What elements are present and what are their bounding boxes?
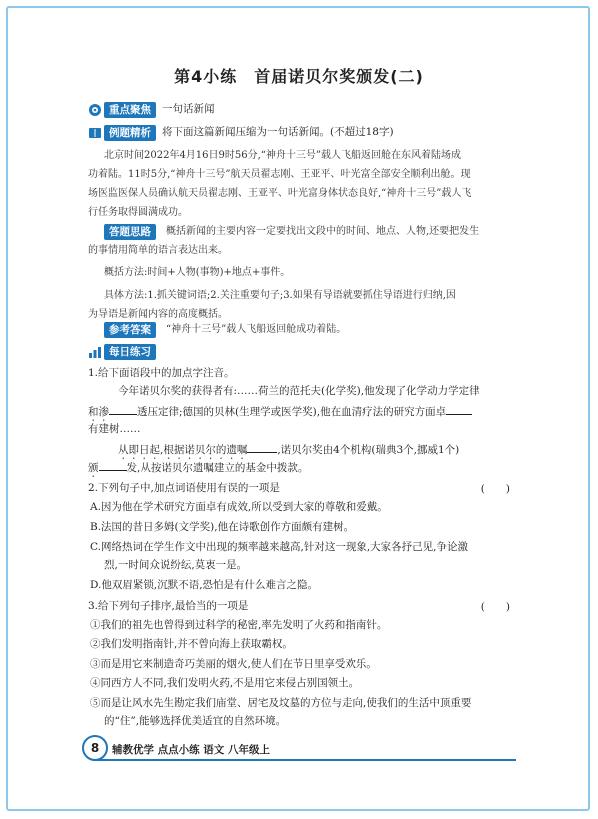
book-icon	[88, 126, 102, 140]
practice-label: 每日练习	[104, 344, 156, 360]
q2-stem: 2.下列句子中,加点词语使用有误的一项是	[88, 482, 280, 494]
q3-stem: 3.给下列句子排序,最恰当的一项是	[88, 600, 249, 612]
news-line-4: 行任务取得圆满成功。	[88, 207, 188, 218]
answer-badge	[104, 322, 156, 338]
q3-sentence-4: ④同西方人不同,我们发明火药,不是用它来侵占别国领土。	[90, 677, 360, 689]
q2-option-b: B.法国的昔日多姆(文学奖),他在诗歌创作方面颇有建树。	[90, 521, 355, 533]
approach-line-1: 概括新闻的主要内容一定要找出文段中的时间、地点、人物,还要把发生	[166, 226, 480, 237]
q1-p1-line1: 今年诺贝尔奖的获得者有:……荷兰的范托夫(化学奖),他发现了化学动力学定律	[118, 385, 480, 397]
page-title: 第4小练 首届诺贝尔奖颁发(二)	[174, 67, 424, 86]
q1-blank-2[interactable]	[446, 404, 472, 415]
page-footer	[82, 735, 522, 761]
example-badge	[88, 125, 156, 141]
q3-sentence-2: ②我们发明指南针,并不曾向海上获取霸权。	[90, 638, 293, 650]
q3-answer-paren[interactable]: ( )	[480, 601, 510, 613]
news-line-2: 功着陆。11时5分,“神舟十三号”航天员翟志刚、王亚平、叶光富全部安全顺利出舱。现	[88, 169, 471, 180]
approach-line-2: 的事情用简单的语言表达出来。	[88, 245, 228, 256]
q1-stem: 1.给下面语段中的加点字注音。	[88, 367, 235, 379]
footer-text: 辅教优学 点点小练 语文 八年级上	[112, 744, 270, 756]
answer-label: 参考答案	[104, 322, 156, 338]
example-question: 将下面这篇新闻压缩为一句话新闻。(不超过18字)	[162, 126, 394, 138]
q1-p1-line3: 有建树……	[88, 423, 141, 435]
chart-icon	[88, 345, 102, 359]
news-line-3: 场医监医保人员确认航天员翟志刚、王亚平、叶光富身体状态良好,“神舟十三号”载人飞	[88, 188, 472, 199]
q2-answer-paren[interactable]: ( )	[480, 483, 510, 495]
focus-text: 一句话新闻	[162, 103, 215, 115]
approach-line-4: 具体方法:1.抓关键词语;2.关注重要句子;3.如果有导语就要抓住导语进行归纳,因	[104, 290, 456, 301]
q2-option-d: D.他双眉紧锁,沉默不语,恐怕是有什么难言之隐。	[90, 579, 319, 591]
q3-sentence-5-line2: 的“住”,能够选择优美适宜的自然环境。	[104, 715, 287, 727]
q2-option-a: A.因为他在学术研究方面卓有成效,所以受到大家的尊敬和爱戴。	[90, 501, 388, 513]
approach-label: 答题思路	[104, 224, 156, 240]
q3-sentence-3: ③而是用它来制造奇巧美丽的烟火,使人们在节日里享受欢乐。	[90, 658, 377, 670]
q1-p2-line2: 颁 发,从按诺贝尔遗嘱建立的基金中拨款。	[88, 462, 309, 474]
answer-text: “神舟十三号”载人飞船返回舱成功着陆。	[166, 324, 347, 335]
q2-option-c-line2: 烈,一时间众说纷纭,莫衷一是。	[104, 559, 248, 571]
practice-badge	[88, 344, 156, 360]
q2-option-c-line1: C.网络热词在学生作文中出现的频率越来越高,针对这一现象,大家各抒己见,争论激	[90, 541, 469, 553]
q1-p2-line1: 从即日起,根据诺贝尔的遗嘱 ,诺贝尔奖由4个机构(瑞典3个,挪威1个)	[118, 444, 460, 456]
approach-badge	[104, 224, 156, 240]
target-icon	[88, 103, 102, 117]
q3-sentence-1: ①我们的祖先也曾得到过科学的秘密,率先发明了火药和指南针。	[90, 619, 388, 631]
approach-line-3: 概括方法:时间+人物(事物)+地点+事件。	[104, 267, 291, 278]
footer-line	[96, 759, 516, 761]
focus-label: 重点聚焦	[104, 102, 156, 118]
news-line-1: 北京时间2022年4月16日9时56分,“神舟十三号”载人飞船返回舱在东风着陆场成	[104, 150, 462, 161]
page-number: 8	[82, 735, 108, 761]
q1-blank-3[interactable]	[247, 442, 277, 453]
q1-blank-4[interactable]	[99, 460, 127, 471]
q1-p1-line2: 和渗 透压定律;德国的贝林(生理学或医学奖),他在血清疗法的研究方面卓	[88, 404, 472, 424]
focus-badge	[88, 102, 156, 118]
q1-blank-1[interactable]	[109, 404, 137, 415]
q3-sentence-5-line1: ⑤而是让风水先生勘定我们庙堂、居宅及坟墓的方位与走向,使我们的生活中顶重要	[90, 697, 472, 709]
example-label: 例题精析	[104, 125, 156, 141]
approach-line-5: 为导语是新闻内容的高度概括。	[88, 309, 228, 320]
